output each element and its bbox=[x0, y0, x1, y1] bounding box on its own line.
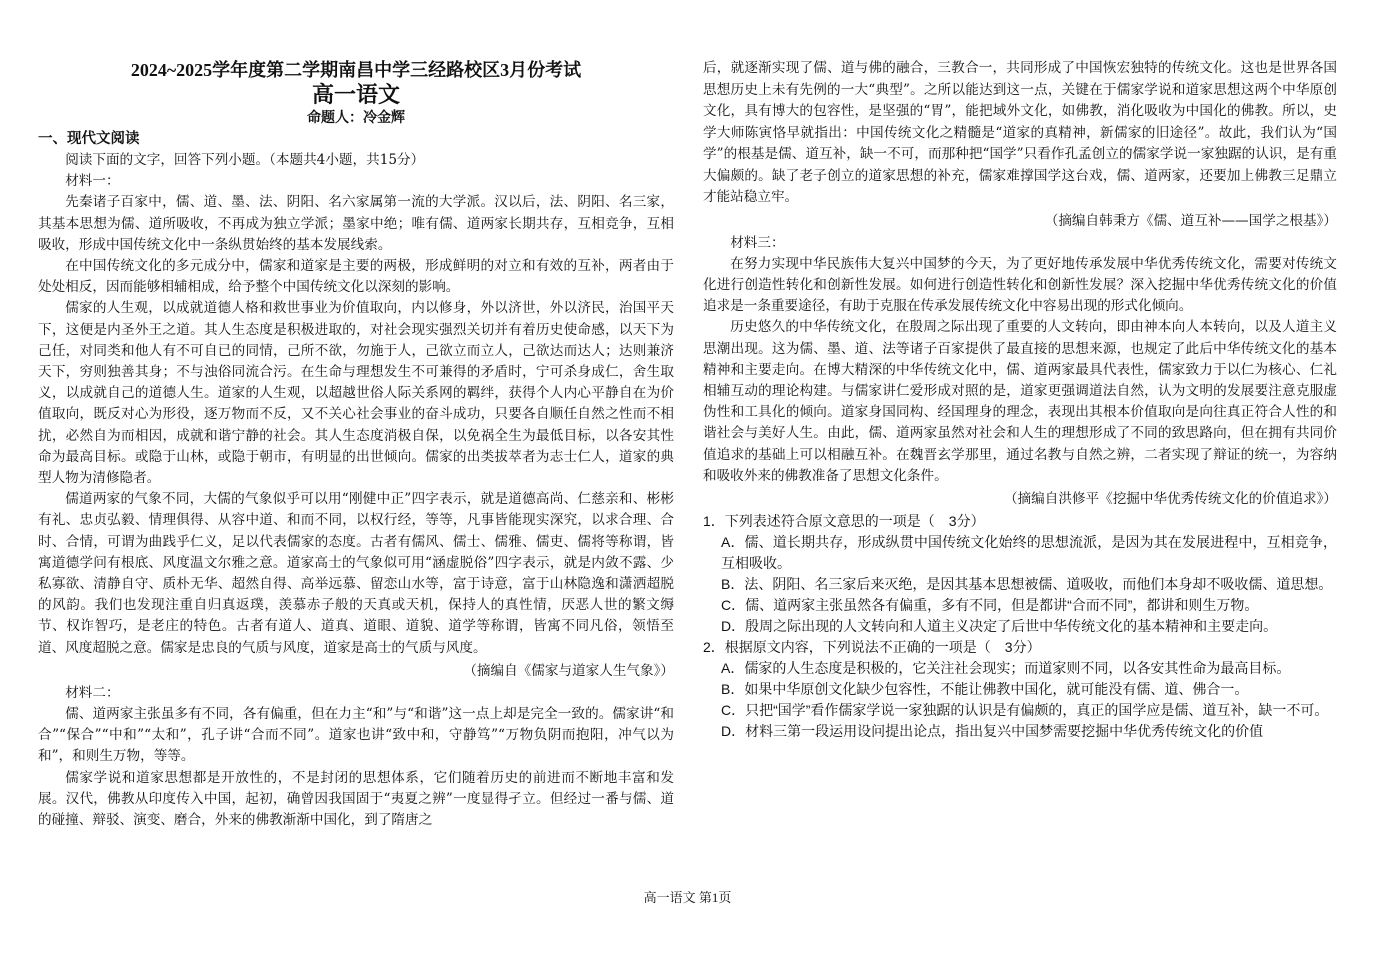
option-c: C．儒、道两家主张虽然各有偏重，多有不同，但是都讲“合而不同”，都讲和则生万物。 bbox=[721, 596, 1259, 613]
section-heading: 一、现代文阅读 bbox=[38, 131, 140, 147]
exam-title: 2024~2025学年度第二学期南昌中学三经路校区3月份考试 bbox=[130, 60, 582, 80]
question-2 bbox=[703, 637, 1337, 742]
page-footer: 高一语文 第1页 bbox=[643, 890, 732, 905]
material1-source: （摘编自《儒家与道家人生气象》） bbox=[463, 662, 674, 679]
material2-source: （摘编自韩秉方《儒、道互补——国学之根基》） bbox=[1044, 212, 1337, 229]
material1-paragraph: 先秦诸子百家中，儒、道、墨、法、阴阳、名六家属第一流的大学派。汉以后，法、阴阳、名三家，其基本思想为儒、道所吸收，不再成为独立学派；墨家中绝；唯有儒、道两家长期共存，互相竞争，互相吸收，形成中国传统文化中一条纵贯始终的基本发展线索。 bbox=[38, 194, 674, 253]
material2-continuation: 后，就逐渐实现了儒、道与佛的融合，三教合一，共同形成了中国恢宏独特的传统文化。这也是世界各国思想历史上未有先例的一大“典型”。之所以能达到这一点，关键在于儒家学说和道家思想这两个中华原创文化，具有博大的包容性，是坚强的“胃”，能把域外文化，如佛教，消化吸收为中国化的佛教。所以，史学大师陈寅恪早就指出：中国传统文化之精髓是“道家的真精神，新儒家的旧途径”。故此，我们认为“国学”的根基是儒、道互补，缺一不可，而那种把“国学”只看作孔孟创立的儒家学说一家独踞的认识，是有重大偏颇的。缺了老子创立的道家思想的补充，儒家难撑国学这台戏，儒、道两家，还要加上佛教三足鼎立才能站稳立牢。 bbox=[703, 60, 1337, 205]
option-b: B．法、阴阳、名三家后来灭绝，是因其基本思想被儒、道吸收，而他们本身却不吸收儒、道思想。 bbox=[721, 575, 1333, 592]
material3-label: 材料三： bbox=[730, 234, 785, 251]
material2-paragraph: 儒、道两家主张虽多有不同，各有偏重，但在力主“和”与“和谐”这一点上却是完全一致的。儒家讲“和合”“保合”“中和”“太和”，孔子讲“合而不同”。道家也讲“致中和，守静笃”“万物负阴而抱阳，冲气以为和”，和则生万物，等等。 bbox=[38, 706, 674, 765]
option-d: D．材料三第一段运用设问提出论点，指出复兴中国梦需要挖掘中华优秀传统文化的价值 bbox=[721, 722, 1264, 739]
question-1 bbox=[703, 511, 1337, 637]
material3-paragraph: 在努力实现中华民族伟大复兴中国梦的今天，为了更好地传承发展中华优秀传统文化，需要对传统文化进行创造性转化和创新性发展。如何进行创造性转化和创新性发展？深入挖掘中华优秀传统文化的价值追求是一条重要途径，有助于克服在传承发展传统文化中容易出现的形式化倾向。 bbox=[703, 255, 1337, 315]
option-d: D．殷周之际出现的人文转向和人道主义决定了后世中华传统文化的基本精神和主要走向。 bbox=[721, 617, 1278, 634]
option-a: A．儒家的人生态度是积极的，它关注社会现实；而道家则不同，以各安其性命为最高目标。 bbox=[721, 659, 1291, 676]
material3-source: （摘编自洪修平《挖掘中华优秀传统文化的价值追求》） bbox=[1003, 490, 1337, 507]
author-line: 命题人：冷金辉 bbox=[307, 110, 405, 126]
right-column bbox=[703, 58, 1337, 742]
instruction: 阅读下面的文字，回答下列小题。（本题共4小题，共15分） bbox=[65, 152, 425, 168]
option-b: B．如果中华原创文化缺少包容性，不能让佛教中国化，就可能没有儒、道、佛合一。 bbox=[721, 680, 1249, 697]
option-a: A．儒、道长期共存，形成纵贯中国传统文化始终的思想流派，是因为其在发展进程中，互相竞争，互相吸收。 bbox=[721, 533, 1337, 571]
material2-paragraph: 儒家学说和道家思想都是开放性的，不是封闭的思想体系，它们随着历史的前进而不断地丰富和发展。汉代，佛教从印度传入中国，起初，确曾因我国固于“夷夏之辨”一度显得孑立。但经过一番与儒、道的碰撞、辩驳、演变、磨合，外来的佛教渐渐中国化，到了隋唐之 bbox=[38, 769, 674, 829]
question-stem: 2．根据原文内容，下列说法不正确的一项是（ 3分） bbox=[703, 638, 1041, 655]
left-column bbox=[38, 58, 674, 832]
subject-title: 高一语文 bbox=[311, 82, 400, 108]
question-stem: 1．下列表述符合原文意思的一项是（ 3分） bbox=[703, 512, 985, 529]
material1-paragraph: 在中国传统文化的多元成分中，儒家和道家是主要的两极，形成鲜明的对立和有效的互补，两者由于处处相反，因而能够相辅相成，给予整个中国传统文化以深刻的影响。 bbox=[38, 258, 674, 296]
material1-label: 材料一： bbox=[65, 173, 120, 190]
material2-label: 材料二： bbox=[65, 684, 120, 701]
option-c: C．只把“国学”看作儒家学说一家独踞的认识是有偏颇的，真正的国学应是儒、道互补，缺一不可。 bbox=[721, 701, 1329, 718]
material3-paragraph: 历史悠久的中华传统文化，在殷周之际出现了重要的人文转向，即由神本向人本转向，以及人道主义思潮出现。这为儒、墨、道、法等诸子百家提供了最直接的思想来源，也规定了此后中华传统文化的基本精神和主要走向。在博大精深的中华传统文化中，儒、道两家最具代表性，儒家致力于以仁为核心、仁礼相辅互动的理论构建。与儒家讲仁爱形成对照的是，道家更强调道法自然，认为文明的发展要注意克服虚伪性和工具化的倾向。道家身国同构、经国理身的理念，表现出其根本价值取向是向往真正符合人性的和谐社会与美好人生。由此，儒、道两家虽然对社会和人生的理想形成了不同的致思路向，但在拥有共同价值追求的基础上可以相融互补。在魏晋玄学那里，通过名教与自然之辨，二者实现了辩证的统一，为容纳和吸收外来的佛教准备了思想文化条件。 bbox=[703, 319, 1337, 484]
material1-paragraph: 儒家的人生观，以成就道德人格和救世事业为价值取向，内以修身，外以济世，外以济民，治国平天下，这便是内圣外王之道。其人生态度是积极进取的，对社会现实强烈关切并有着历史使命感，以天下为己任，对同类和他人有不可自已的同情，己所不欲，勿施于人，己欲立而立人，己欲达而达人；达则兼济天下，穷则独善其身；不与浊俗同流合污。在生命与理想发生不可兼得的矛盾时，宁可杀身成仁，舍生取义，以成就自己的道德人生。道家的人生观，以超越世俗人际关系网的羁绊，获得个人内心平静自在为价值取向，既反对心为形役，逐万物而不反，又不关心社会事业的奋斗成功，只要各自顺任自然之性而不相扰，必然自为而相因，成就和谐宁静的社会。其人生态度消极自保，以免祸全生为最低目标，以各安其性命为最高目标。或隐于山林，或隐于朝市，有明显的出世倾向。儒家的出类拔萃者为志士仁人，道家的典型人物为清修隐者。 bbox=[38, 300, 674, 487]
material1-paragraph: 儒道两家的气象不同，大儒的气象似乎可以用“刚健中正”四字表示，就是道德高尚、仁慈亲和、彬彬有礼、忠贞弘毅、情理俱得、从容中道、和而不同，以权行经，等等，凡事皆能现实深究，以求合理、合时、合情，可谓为曲践乎仁义，足以代表儒家的态度。古者有儒风、儒士、儒雅、儒吏、儒将等称谓，皆寓道德学问有根底、风度温文尔雅之意。道家高士的气象似可用“涵虚脱俗”四字表示，就是内敛不露、少私寡欲、清静自守、质朴无华、超然自得、高举远慕、留恋山水等，富于诗意，富于山林隐逸和潇洒超脱的风韵。我们也发现注重自归真返璞，羡慕赤子般的天真或天机，保持人的真性情，厌恶人世的繁文缛节、权诈智巧，是老庄的特色。古者有道人、道真、道眼、道貌、道学等称谓，皆寓不同凡俗，领悟至道、风度超脱之意。儒家是忠良的气质与风度，道家是高士的气质与风度。 bbox=[38, 491, 674, 656]
